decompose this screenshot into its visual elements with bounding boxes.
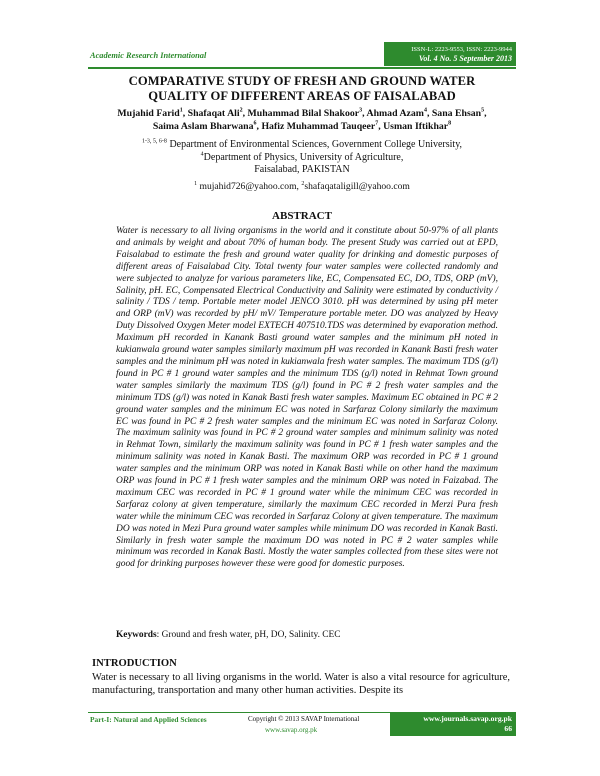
author-sup: 8 <box>448 120 452 127</box>
title-line-2: QUALITY OF DIFFERENT AREAS OF FAISALABAD <box>148 89 456 103</box>
author-name: Hafiz Muhammad Tauqeer <box>261 121 376 132</box>
affiliation-1: $^{1-3, 5, 6-8}$ Department of Environmental Sciences, Government College University, <box>141 138 463 150</box>
email-1[interactable]: mujahid726@yahoo.com, <box>199 181 299 192</box>
affiliation-2: $^4$Department of Physics, University of Agriculture, <box>200 151 404 163</box>
author-list <box>88 107 516 133</box>
paper-title <box>88 74 516 104</box>
issn-text: ISSN-L: 2223-9553, ISSN: 2223-9944 <box>411 46 512 53</box>
author-name: Muhammad Bilal Shakoor <box>247 108 360 119</box>
keywords-label: Keywords <box>116 630 157 640</box>
author-name: Sana Ehsan <box>431 108 482 119</box>
author-name: Usman Iftikhar <box>383 121 449 132</box>
footer-badge <box>390 712 516 736</box>
author-sup: 3 <box>359 107 363 114</box>
email-2[interactable]: shafaqataligill@yahoo.com <box>304 181 410 192</box>
title-line-1: COMPARATIVE STUDY OF FRESH AND GROUND WATER <box>128 74 476 88</box>
affiliation-city: Faisalabad, PAKISTAN <box>254 164 350 175</box>
email-line: $^1$ mujahid726@yahoo.com, $^2$shafaqataligill@yahoo.com <box>194 180 410 192</box>
author-sup: 7 <box>375 120 379 127</box>
page-number: 66 <box>504 724 512 733</box>
footer-copyright: Copyright © 2013 SAVAP International <box>248 715 360 723</box>
author-sup: 1 <box>179 107 183 114</box>
keywords-list: : Ground and fresh water, pH, DO, Salinity. CEC <box>156 630 341 640</box>
volume-text: Vol. 4 No. 5 September 2013 <box>418 54 512 63</box>
footer-url-right[interactable]: www.journals.savap.org.pk <box>423 714 512 723</box>
author-line-2: Saima Aslam Bharwana$^6$, Hafiz Muhammad Tauqeer$^7$, Usman Iftikhar$^8$ <box>152 120 452 132</box>
footer-section: Part-I: Natural and Applied Sciences <box>90 715 207 724</box>
running-header <box>88 42 516 68</box>
introduction-heading: INTRODUCTION <box>92 658 177 669</box>
author-sup: 6 <box>253 120 257 127</box>
keywords <box>116 630 498 640</box>
abstract-heading: ABSTRACT <box>272 210 332 222</box>
affiliations <box>88 139 516 177</box>
author-line-1: Mujahid Farid$^1$, Shafaqat Ali$^2$, Muhammad Bilal Shakoor$^3$, Ahmad Azam$^4$, Sana Ehsan$^5$, <box>117 107 487 119</box>
abstract-body: Water is necessary to all living organisms in the world and it constitute about 50-97% of all plants and animals by weight and about 70% of human body. The present Study was carried out at EPD, Faisalabad to estimate the fresh and ground water quality for drinking and domestic purposes of different areas of Faisalabad City. Total twenty four water samples were collected randomly and were subjected to analyze for various parameters like, EC, Compensated EC, DO, TDS, ORP (mV), Salinity, pH. EC, Compensated Electrical Conductivity and Salinity were estimated by conductivity / salinity / TDS / temp. Portable meter model JENCO 3010. pH was determined by using pH meter and ORP (mV) was recorded by pH/ mV/ Temperature portable meter. DO was analyzed by Heavy Duty Dissolved Oxygen Meter model EXTECH 407510.TDS was determined by evaporation method. Maximum pH recorded in Kanank Basti ground water samples and the minimum pH noted in kukianwala ground water samples similarly maximum pH was recorded in Kanank Basti fresh water samples and the minimum pH was noted in kukianwala fresh water samples. The maximum TDS (g/l) found in PC # 1 ground water samples and the minimum TDS (g/l) noted in Rehmat Town ground water samples similarly the maximum TDS (g/l) found in PC # 2 fresh water samples and the minimum TDS (g/l) was noted in Kanak Basti fresh water samples. Maximum EC obtained in PC # 2 ground water samples and the minimum EC was noted in Sarfaraz Colony similarly the maximum EC was found in PC # 2 fresh water samples and the minimum EC was noted in Sarfaraz Colony. The maximum salinity was found in PC # 2 ground water samples and minimum salinity was noted in Rehmat Town, similarly the maximum salinity was found in PC # 1 fresh water samples and the minimum salinity was noted in Kanak Basti. The maximum ORP was recorded in PC # 1 ground water samples and the minimum ORP was noted in Kanak Basti while on other hand the maximum ORP was found in PC # 1 fresh water samples and the minimum ORP was noted in Faizabad. The maximum CEC was recorded in PC # 1 ground water while the minimum CEC was recorded in Sarfaraz colony at given temperature, similarly the maximum CEC recorded in Merzi Pura fresh water while the minimum CEC was recorded in Sarfaraz Colony at given temperature. The maximum DO was noted in Mezi Pura ground water samples while minimum DO was recorded in Kanak Basti. Similarly in fresh water sample the maximum DO was noted in PC # 2 water samples while minimum was recorded in Kanak Basti. Mostly the water samples collected from these sites were not good for drinking purposes however these were good for domestic purposes. <box>116 226 498 570</box>
header-divider <box>88 67 516 69</box>
author-sup: 4 <box>423 107 427 114</box>
author-sup: 5 <box>481 107 485 114</box>
author-name: Mujahid Farid <box>117 108 180 119</box>
introduction-body: Water is necessary to all living organisms in the world. Water is also a vital resource for agriculture, manufacturing, transportation and many other human activities. Despite its <box>92 672 510 696</box>
author-name: Ahmad Azam <box>366 108 424 119</box>
issue-badge <box>384 42 516 66</box>
footer-url-left[interactable]: www.savap.org.pk <box>265 726 318 734</box>
author-name: Shafaqat Ali <box>187 108 240 119</box>
author-sup: 2 <box>239 107 243 114</box>
journal-name: Academic Research International <box>90 51 207 60</box>
author-name: Saima Aslam Bharwana <box>152 121 254 132</box>
